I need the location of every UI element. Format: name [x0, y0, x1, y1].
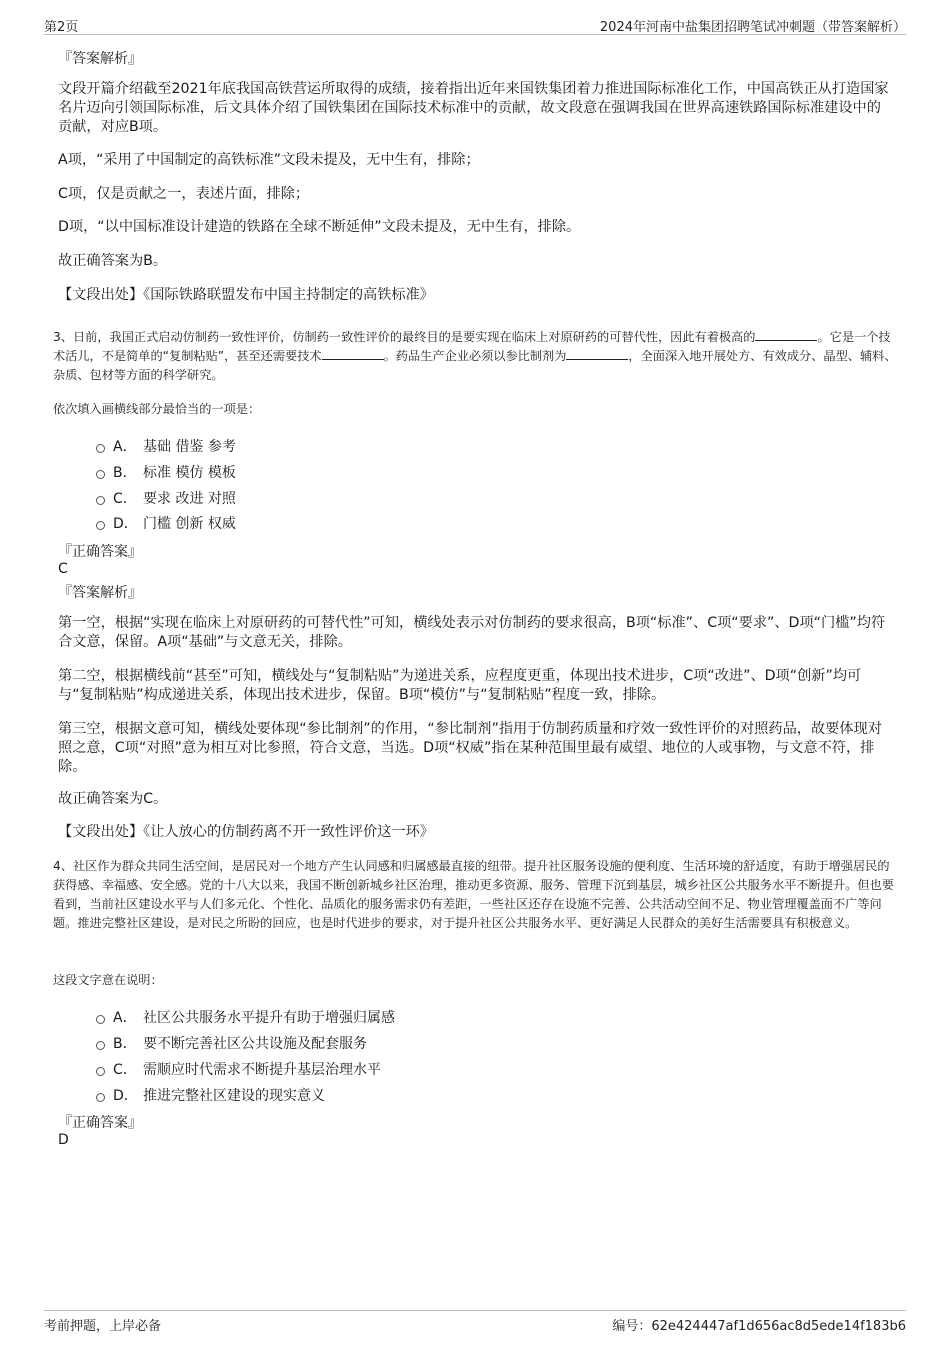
analysis-paragraph: 文段开篇介绍截至2021年底我国高铁营运所取得的成绩，接着指出近年来国铁集团着力推进国际标准化工作，中国高铁正从打造国家名片迈向引领国际标准，后文具体介绍了国铁集团在国际技术标准中的贡献，故文段意在强调我国在世界高速铁路国际标准建设中的贡献，对应B项。: [58, 81, 889, 135]
analysis-paragraph: 第二空，根据横线前“甚至”可知，横线处与“复制粘贴”为递进关系，应程度更重，体现出技术进步，C项“改进”、D项“创新”均可与“复制粘贴”构成递进关系，体现出技术进步，保留。B项“模仿”与“复制粘贴”程度一致，排除。: [58, 668, 862, 703]
page-number: 第2页: [44, 20, 79, 35]
document-title: 2024年河南中盐集团招聘笔试冲刺题（带答案解析）: [599, 20, 906, 35]
correct-answer-label: 『正确答案』: [58, 544, 142, 560]
option-b[interactable]: B． 标准 模仿 模板: [96, 462, 236, 482]
conclusion: 故正确答案为C。: [58, 791, 168, 807]
question-stem: 4、社区作为群众共同生活空间，是居民对一个地方产生认同感和归属感最直接的纽带。提升社区服务设施的便利度、生活环境的舒适度，有助于增强居民的获得感、幸福感、安全感。党的十八大以来，我国不断创新城乡社区治理，推动更多资源、服务、管理下沉到基层，城乡社区公共服务水平不断提升。但也要看到，当前社区建设水平与人们多元化、个性化、品质化的服务需求仍有差距，一些社区还存在设施不完善、公共活动空间不足、物业管理覆盖面不广等问题。推进完整社区建设，是对民之所盼的回应，也是时代进步的要求，对于提升社区公共服务水平、更好满足人民群众的美好生活需要具有积极意义。: [53, 859, 894, 930]
correct-answer: D: [58, 1132, 69, 1148]
analysis-paragraph: A项，“采用了中国制定的高铁标准”文段未提及，无中生有，排除；: [58, 152, 480, 168]
analysis-label: 『答案解析』: [58, 585, 142, 601]
option-c[interactable]: C． 需顺应时代需求不断提升基层治理水平: [96, 1059, 381, 1079]
conclusion: 故正确答案为B。: [58, 253, 168, 269]
radio-icon[interactable]: [96, 1067, 105, 1076]
question-stem: 3、日前，我国正式启动仿制药一致性评价，仿制药一致性评价的最终目的是要实现在临床上对原研药的可替代性，因此有着极高的 。它是一个技术活儿，不是简单的“复制粘贴”，甚至还需要技术 。药品生产企业必须以参比制剂为 ，全面深入地开展处方、有效成分、晶型、辅料、杂质、包材等方面的科学研究。: [53, 330, 897, 382]
question-prompt: 依次填入画横线部分最恰当的一项是：: [53, 402, 261, 416]
radio-icon[interactable]: [96, 496, 105, 505]
analysis-paragraph: 第三空，根据文意可知，横线处要体现“参比制剂”的作用，“参比制剂”指用于仿制药质量和疗效一致性评价的对照药品，故要体现对照之意，C项“对照”意为相互对比参照，符合文意，当选。D项“权威”指在某种范围里最有威望、地位的人或事物，与文意不符，排除。: [58, 721, 882, 775]
option-d[interactable]: D． 门槛 创新 权威: [96, 513, 236, 533]
radio-icon[interactable]: [96, 521, 105, 530]
document-code: 编号：62e424447af1d656ac8d5ede14f183b6: [612, 1319, 906, 1334]
radio-icon[interactable]: [96, 470, 105, 479]
option-a[interactable]: A． 社区公共服务水平提升有助于增强归属感: [96, 1007, 395, 1027]
option-d[interactable]: D． 推进完整社区建设的现实意义: [96, 1085, 325, 1105]
page-header: [44, 14, 906, 35]
analysis-paragraph: D项，“以中国标准设计建造的铁路在全球不断延伸”文段未提及，无中生有，排除。: [58, 219, 581, 235]
footer-slogan: 考前押题，上岸必备: [44, 1319, 162, 1334]
option-b[interactable]: B． 要不断完善社区公共设施及配套服务: [96, 1033, 367, 1053]
fill-blank: [322, 347, 384, 360]
correct-answer: C: [58, 561, 68, 577]
analysis-paragraph: C项，仅是贡献之一，表述片面，排除；: [58, 186, 310, 202]
source-citation: 【文段出处】《让人放心的仿制药离不开一致性评价这一环》: [58, 824, 434, 840]
radio-icon[interactable]: [96, 1015, 105, 1024]
radio-icon[interactable]: [96, 1093, 105, 1102]
correct-answer-label: 『正确答案』: [58, 1115, 142, 1131]
question-prompt: 这段文字意在说明：: [53, 973, 163, 987]
page-footer: [44, 1310, 906, 1333]
analysis-paragraph: 第一空，根据“实现在临床上对原研药的可替代性”可知，横线处表示对仿制药的要求很高，B项“标准”、C项“要求”、D项“门槛”均符合文意，保留。A项“基础”与文意无关，排除。: [58, 615, 886, 650]
fill-blank: [566, 347, 628, 360]
radio-icon[interactable]: [96, 444, 105, 453]
source-citation: 【文段出处】《国际铁路联盟发布中国主持制定的高铁标准》: [58, 287, 434, 303]
option-a[interactable]: A． 基础 借鉴 参考: [96, 436, 236, 456]
fill-blank: [755, 328, 817, 341]
option-c[interactable]: C． 要求 改进 对照: [96, 488, 236, 508]
radio-icon[interactable]: [96, 1041, 105, 1050]
analysis-label: 『答案解析』: [58, 51, 142, 67]
